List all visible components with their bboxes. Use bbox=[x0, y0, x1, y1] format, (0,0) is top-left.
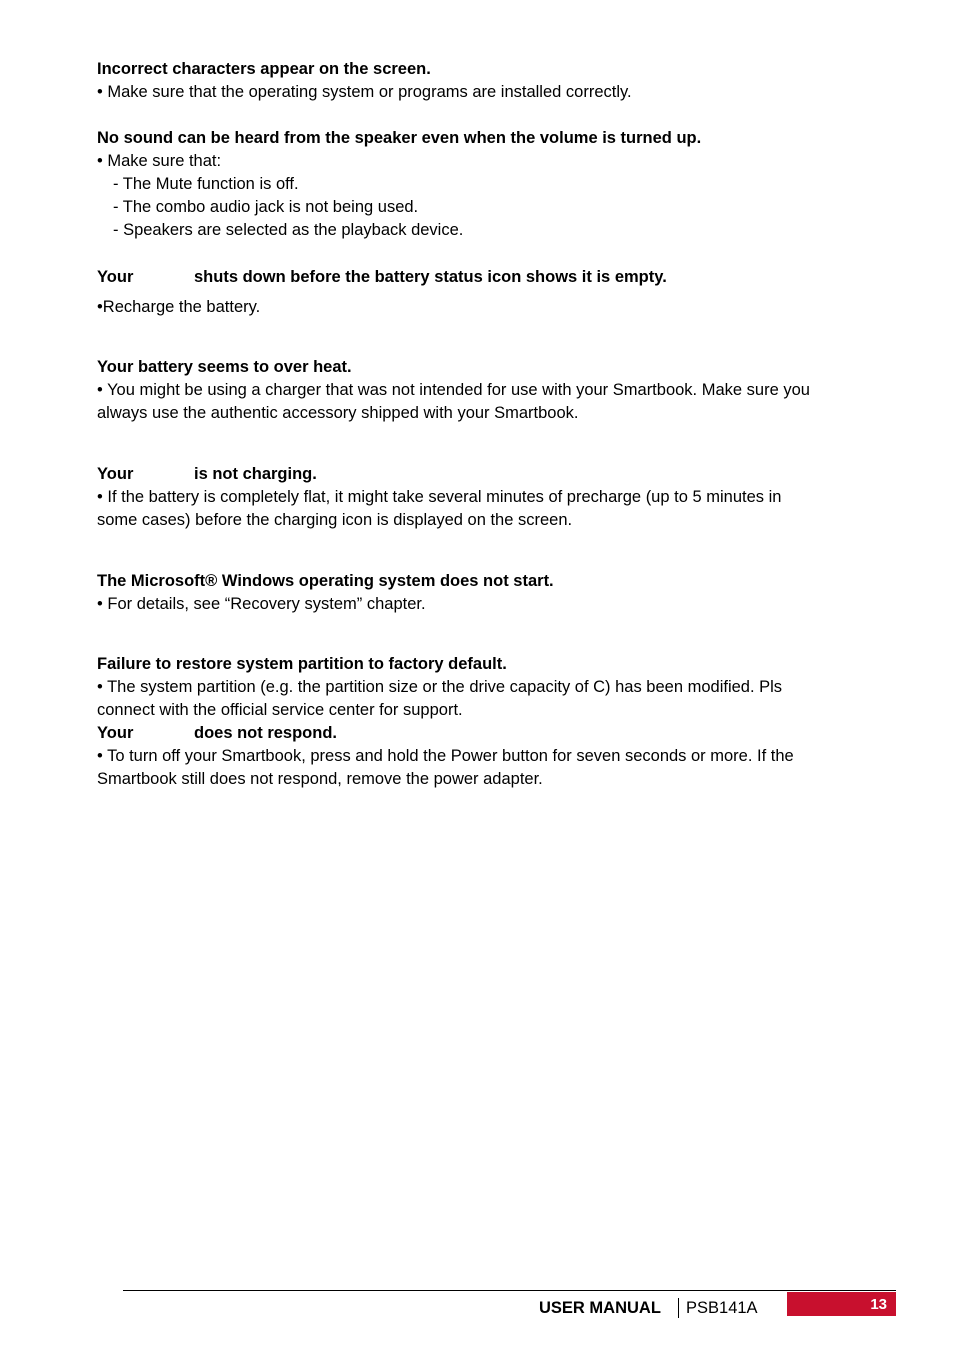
section-text-line: • For details, see “Recovery system” chapter. bbox=[97, 595, 426, 613]
heading-rest: is not charging. bbox=[194, 465, 317, 483]
section-text-line: • Make sure that the operating system or programs are installed correctly. bbox=[97, 83, 632, 101]
footer-manual-label: USER MANUAL bbox=[539, 1299, 661, 1317]
heading-word-your: Your bbox=[97, 465, 134, 483]
section-text-line: • You might be using a charger that was not intended for use with your Smartbook. Make sure you bbox=[97, 381, 810, 399]
footer-model-number: PSB141A bbox=[686, 1299, 758, 1317]
section-text-line: - The combo audio jack is not being used. bbox=[113, 198, 419, 216]
section-heading-windows-not-start: The Microsoft® Windows operating system does not start. bbox=[97, 572, 554, 590]
section-text-line: Smartbook still does not respond, remove the power adapter. bbox=[97, 770, 543, 788]
footer-separator bbox=[678, 1298, 679, 1318]
heading-rest: does not respond. bbox=[194, 724, 338, 742]
section-heading-no-sound: No sound can be heard from the speaker even when the volume is turned up. bbox=[97, 129, 702, 147]
section-heading-restore-failure: Failure to restore system partition to factory default. bbox=[97, 655, 507, 673]
section-heading-not-respond bbox=[97, 722, 337, 745]
heading-word-your: Your bbox=[97, 724, 134, 742]
section-text-line: connect with the official service center for support. bbox=[97, 701, 463, 719]
page-number-badge bbox=[787, 1292, 896, 1316]
section-text-line: - Speakers are selected as the playback device. bbox=[113, 221, 464, 239]
section-heading-incorrect-characters: Incorrect characters appear on the screen. bbox=[97, 60, 431, 78]
section-heading-battery-heat: Your battery seems to over heat. bbox=[97, 358, 352, 376]
section-text-line: • Make sure that: bbox=[97, 152, 222, 170]
heading-word-your: Your bbox=[97, 268, 134, 286]
section-heading-shuts-down bbox=[97, 266, 667, 289]
section-heading-not-charging bbox=[97, 463, 317, 486]
section-text-line: • If the battery is completely flat, it might take several minutes of precharge (up to 5 minutes in bbox=[97, 488, 782, 506]
section-text-line: •Recharge the battery. bbox=[97, 298, 261, 316]
section-text-line: always use the authentic accessory shipped with your Smartbook. bbox=[97, 404, 579, 422]
section-text-line: • The system partition (e.g. the partition size or the drive capacity of C) has been modified. Pls bbox=[97, 678, 783, 696]
page-number: 13 bbox=[870, 1296, 887, 1313]
section-text-line: - The Mute function is off. bbox=[113, 175, 299, 193]
section-text-line: • To turn off your Smartbook, press and hold the Power button for seven seconds or more. If the bbox=[97, 747, 794, 765]
section-text-line: some cases) before the charging icon is displayed on the screen. bbox=[97, 511, 573, 529]
footer-divider bbox=[123, 1290, 896, 1291]
heading-rest: shuts down before the battery status icon shows it is empty. bbox=[194, 268, 667, 286]
